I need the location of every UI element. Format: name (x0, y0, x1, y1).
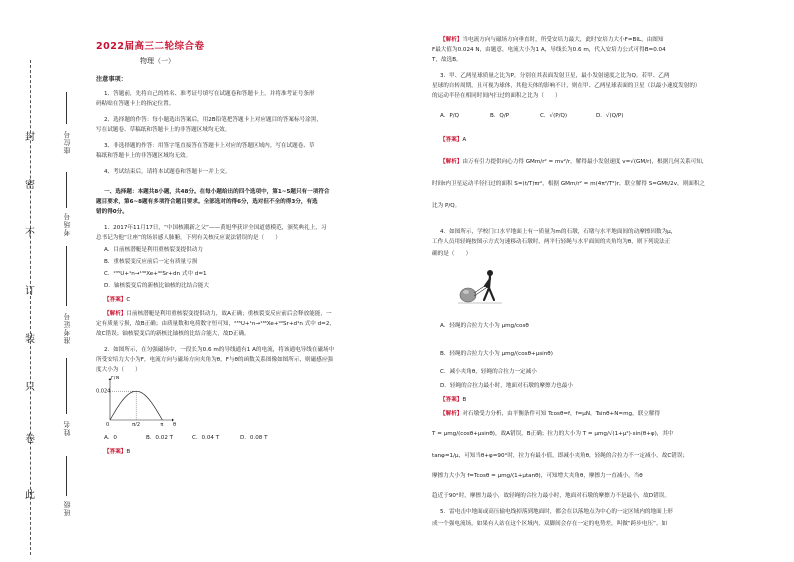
y-tick-label: 0.024 (96, 388, 111, 395)
stone-highlight (463, 290, 469, 294)
q4-stem: 4．如图所示，学校门口水平地面上有一质量为m的石墩，石墩与水平地面间的动摩擦因数为μ， (440, 229, 677, 235)
seal-char: 订 (25, 286, 35, 297)
q2-analysis-line: 当电流方向与磁场方向垂直时，所受安培力最大，此时安培力大小F=BIL，由图知 (462, 37, 664, 43)
seal-char: 不 (25, 228, 35, 239)
q4-option-c: C．减小夹角θ，轻绳的合拉力一定减小 (440, 369, 537, 375)
q4-analysis-line: 趋近于90°时，摩擦力最小，故轻绳的合拉力最小时，地面对石墩的摩擦力不是最小，故D错误。 (432, 493, 670, 499)
q2-answer-value: B (126, 449, 131, 455)
stone-pier (460, 288, 476, 302)
q2-analysis (440, 36, 664, 44)
q3-analysis (440, 158, 708, 166)
class-label: 班级 (63, 500, 71, 516)
q4-stone-pier-figure (456, 266, 504, 306)
q5-stem: 成一个强电流场，如果有人站在这个区域内，双脚间会存在一定的电势差，叫做“跨步电压”。如 (432, 521, 668, 527)
seal-char: 只 (25, 382, 35, 393)
q3-option-a: A．P/Q (440, 113, 460, 119)
q3-option-b: B．Q/P (490, 113, 510, 119)
q3-analysis-line: 由万有引力提供向心力得 GMm/r² = mv²/r，解得最小发射速度 v=√(GM/r)，根据几何关系可知， (462, 159, 708, 165)
q1-analysis (104, 310, 332, 318)
q2-answer (104, 448, 130, 456)
seal-char: 此 (25, 490, 35, 501)
analysis-tag: 【解析】 (440, 37, 463, 43)
notice-line: 4、考试结束后，请将本试题卷和答题卡一并上交。 (104, 169, 231, 175)
q2-stem: 2．如图所示，在匀强磁场中，一段长为0.6 m的导线通有1 A的电流，将该通电导线在磁场中 (104, 347, 335, 353)
q3-analysis-line: 时间t内卫星运动半径扫过的面积 S=(t/T)πr²，根据 GMm/r² = m(4π²/T²)r，联立解得 S=GMt/2v，则面积之 (432, 181, 706, 187)
q4-option-b: B．轻绳的合拉力大小为 μmg/(cosθ+μsinθ) (440, 351, 553, 357)
q2-option-d: D．0.08 T (240, 435, 268, 441)
q3-answer (440, 136, 466, 144)
q3-option-d: D．√(Q/P) (596, 113, 624, 119)
q4-analysis-line: 对石墩受力分析，由平衡条件可知 Tcosθ=f，f=μN，Tsinθ+N=mg，联立解得 (462, 411, 661, 417)
fill-line (66, 92, 67, 124)
fill-line (66, 172, 67, 208)
notice-heading: 注意事项： (96, 76, 127, 83)
q1-stem: 1．2017年11月17日，“中国核潮新之父”——黄旭华获评全国道德模范，颁奖典礼上，习 (104, 225, 327, 231)
q3-option-c: C．√(P/Q) (540, 113, 568, 119)
binding-margin (0, 0, 92, 562)
analysis-tag: 【解析】 (104, 311, 127, 317)
notice-line: 3、非选择题的作答：用签字笔直接答在答题卡上对应的答题区域内。写在试题卷、草 (104, 143, 315, 149)
section-heading: 题目要求，第6~8题有多项符合题目要求。全部选对的得6分，选对但不全的得3分，有选 (96, 199, 318, 205)
section-heading: 一、选择题：本题共8小题，共48分。在每小题给出的四个选项中，第1~5题只有一项符合 (104, 189, 330, 195)
section-heading: 错的得0分。 (96, 209, 128, 215)
q4-analysis-line: tanφ=1/μ，可知当θ+φ=90°时，拉力有最小值，即减小夹角θ，轻绳的合拉力不一定减小，故C错误； (432, 453, 689, 459)
exam-room-label: 考场号 (63, 212, 71, 236)
q2-option-a: A．0 (104, 435, 117, 441)
name-label: 姓名 (63, 420, 71, 436)
q1-option-a: A．目前核潜艇是利用重核裂变提供动力 (104, 247, 203, 253)
answer-tag: 【答案】 (104, 449, 127, 455)
q3-answer-value: A (462, 137, 467, 143)
notice-line: 1、答题前，先将自己的姓名、准考证号填写在试题卷和答题卡上，并将准考证号条形 (104, 91, 315, 97)
fill-line (66, 246, 67, 306)
fill-line (66, 456, 67, 496)
admission-number-label: 准考证号 (63, 312, 71, 344)
q2-stem: 所受安培力大小为F，电流方向与磁场方向夹角为θ，F与θ的函数关系图像如图所示，则磁感应强 (96, 357, 334, 363)
seal-char: 装 (25, 334, 35, 345)
q1-option-c: C．²³⁵U+¹n→¹³⁶Xe+⁹⁰Sr+dn 式中 d=1 (104, 271, 207, 277)
q4-stem: 工作人员用轻绳按图示方式匀速移动石墩时，两平行轻绳与水平面间的夹角均为θ，则下列说法正 (432, 239, 671, 245)
q4-option-a: A．轻绳的合拉力大小为 μmg/cosθ (440, 323, 529, 329)
q5-stem: 5．雷电击中地面或高压输电线掉落到地面时，都会在以落地点为中心的一定区域内的地面上形 (440, 509, 673, 515)
q2-option-b: B．0.02 T (146, 435, 174, 441)
q4-analysis (440, 410, 660, 418)
q2-stem: 度大小为（ ） (96, 367, 141, 373)
q1-analysis-line: 定有质量亏损，故B正确；由质量数和电荷数守恒可知，²³⁵U+¹n→¹³⁶Xe+⁹⁰Sr+d¹n 式中 d=2， (96, 321, 336, 327)
analysis-tag: 【解析】 (440, 159, 463, 165)
x-tick-label: π (160, 422, 164, 426)
notice-line: 码粘贴在答题卡上的指定位置。 (96, 101, 175, 107)
q1-analysis-line: 目前核潜艇是利用重核裂变提供动力，故A正确；重核裂变反应前后会释放能能，一 (126, 311, 332, 317)
notice-line: 2、选择题的作答：每小题选出答案后，用2B铅笔把答题卡上对应题目的答案标号涂黑， (104, 117, 322, 123)
q3-analysis-line: 比为 P/Q。 (432, 203, 461, 209)
seal-char: 封 (25, 132, 35, 143)
seal-char: 密 (25, 180, 35, 191)
notice-line: 写在试题卷、草稿纸和答题卡上的非答题区域均无效。 (96, 127, 231, 133)
q1-answer (104, 296, 130, 304)
x-tick-label: 0 (106, 422, 110, 426)
q1-option-b: B．重核裂变反应前后一定有质量亏损 (104, 259, 198, 265)
q1-answer-value: C (126, 297, 131, 303)
answer-tag: 【答案】 (104, 297, 127, 303)
q4-answer (440, 396, 466, 404)
q2-option-c: C．0.04 T (192, 435, 220, 441)
q2-analysis-line: T，故选B。 (432, 57, 462, 63)
answer-tag: 【答案】 (440, 397, 463, 403)
x-axis-label: θ (173, 422, 176, 426)
seat-number-label: 座位号 (63, 130, 71, 154)
q4-analysis-line: 摩擦力大小为 f=Tcosθ = μmg/(1+μtanθ)，可知增大夹角θ，摩擦力一直减小，当θ (432, 473, 643, 479)
notice-line: 稿纸和答题卡上的非答题区域均无效。 (96, 153, 192, 159)
exam-title: 2022届高三二轮综合卷 (96, 41, 205, 52)
q4-stem: 确的是（ ） (432, 251, 472, 257)
q3-stem: 的运动半径在相同时间内扫过的面积之比为（ ） (432, 93, 561, 99)
q4-option-d: D．轻绳的合拉力最小时，地面对石墩的摩擦力也最小 (440, 383, 573, 389)
q2-analysis-line: F最大值为0.024 N，由题意，电流大小为1 A，导线长为0.6 m，代入安培力公式可得B=0.04 (432, 47, 666, 53)
seal-char: 卷 (25, 434, 35, 445)
q2-force-angle-chart (96, 376, 176, 426)
exam-subject: 物理（一） (140, 57, 175, 65)
analysis-tag: 【解析】 (440, 411, 463, 417)
q3-stem: 3．甲、乙两星球质量之比为P，分别在其表面发射卫星，最小发射速度之比为Q。若甲、乙两 (440, 73, 670, 79)
q1-option-d: D．铀核裂变后的新核比铀核的比结合能大 (104, 283, 209, 289)
q4-analysis-line: T = μmg/(cosθ+μsinθ)，故A错误，B正确；拉力的大小为 T = μmg/√(1+μ²)·sin(θ+φ)，其中 (432, 431, 674, 437)
y-axis-label: F/N (111, 376, 120, 381)
q1-stem: 总书记为他“让座”的场景感人肺腑。下列有关核反应说法错误的是（ ） (96, 235, 281, 241)
answer-tag: 【答案】 (440, 137, 463, 143)
q4-answer-value: B (462, 397, 467, 403)
q3-stem: 星球的自转周期，且可视为球体，其他天体的影响不计，则在甲、乙两星球表面的卫星（以最小速度发射的） (432, 83, 701, 89)
q1-analysis-line: 故C错误；铀核裂变后的新核比铀核的比结合能大，故D正确。 (96, 331, 250, 337)
fill-line (66, 358, 67, 414)
x-tick-label: π/2 (132, 422, 141, 426)
